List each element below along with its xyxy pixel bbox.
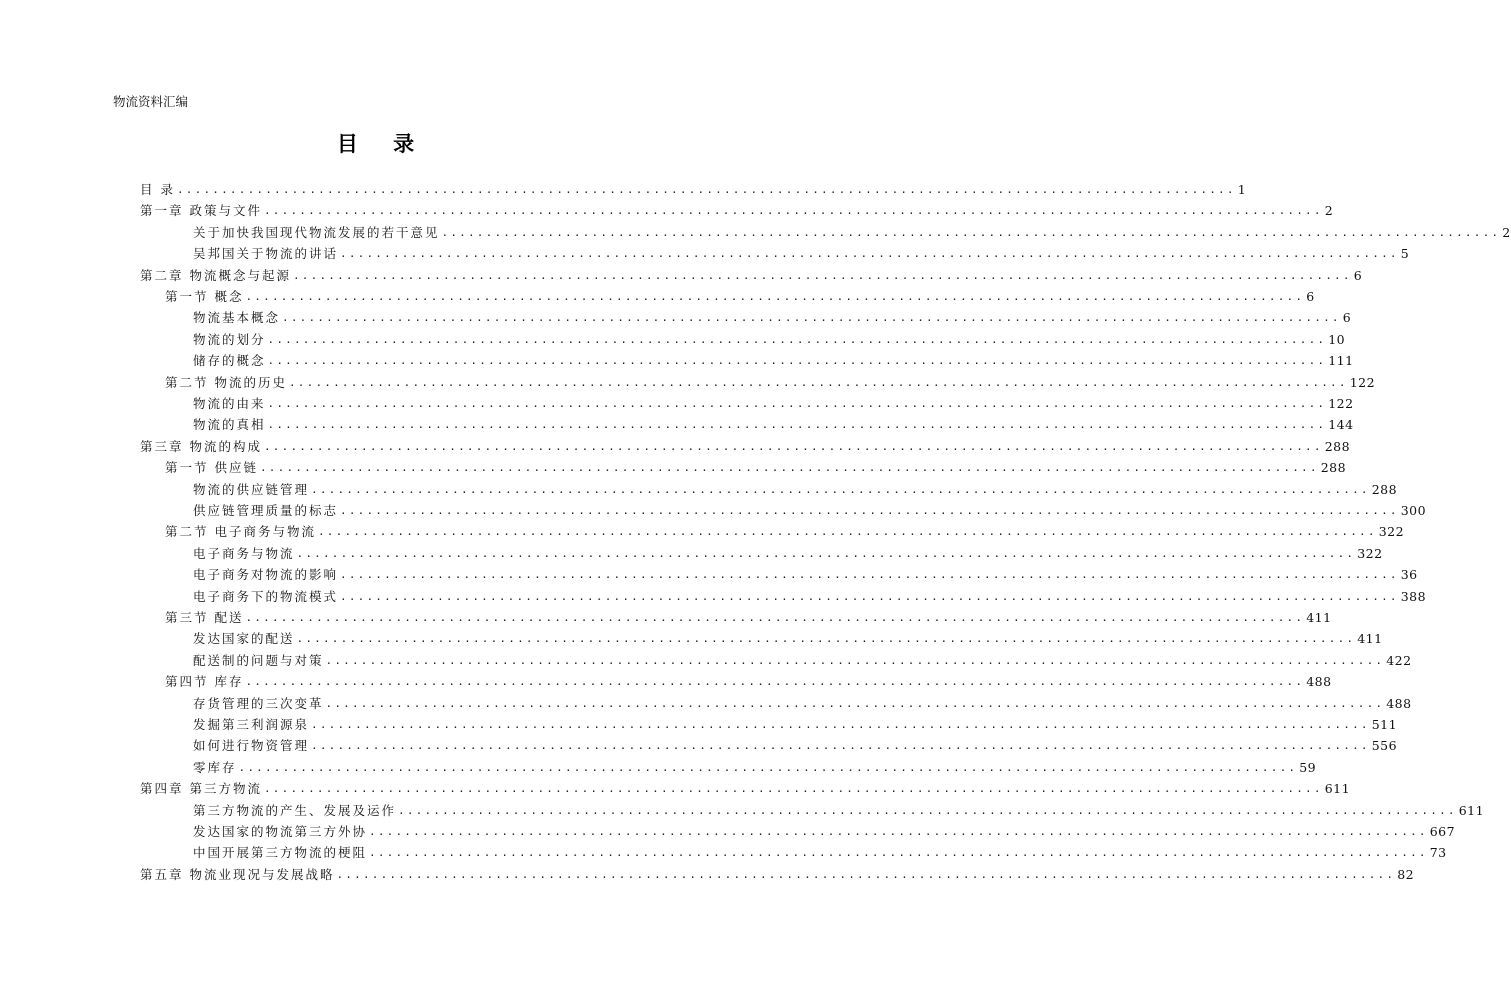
toc-leader-dots: ........................................................................................................................ — [369, 846, 1428, 860]
toc-entry-label: 发达国家的配送 — [193, 631, 295, 647]
toc-entry-page: 511 — [1371, 717, 1398, 732]
toc-entry-label: 第二节 物流的历史 — [165, 374, 287, 390]
toc-entry-label: 关于加快我国现代物流发展的若干意见 — [193, 224, 440, 240]
toc-entry-page: 556 — [1371, 738, 1398, 754]
toc-entry[interactable] — [193, 413, 1354, 433]
toc-entry-page: 667 — [1429, 824, 1456, 839]
toc-leader-dots: ........................................................................................................................ — [296, 632, 1356, 646]
toc-leader-dots: ........................................................................................................................ — [317, 525, 1377, 539]
toc-entry-label: 中国开展第三方物流的梗阻 — [193, 845, 368, 861]
toc-leader-dots: ........................................................................................................................ — [296, 546, 1356, 560]
toc-entry-label: 第三节 配送 — [165, 610, 244, 625]
toc-entry-label: 零库存 — [193, 759, 237, 775]
toc-leader-dots: ........................................................................................................................ — [340, 247, 1399, 261]
toc-leader-dots: ........................................................................................................................ — [292, 268, 1352, 282]
toc-entry[interactable] — [193, 392, 1354, 412]
toc-entry-label: 物流的真相 — [193, 417, 266, 433]
toc-entry-label: 配送制的问题与对策 — [193, 652, 324, 668]
toc-entry-page: 411 — [1306, 610, 1332, 625]
toc-entry-page: 288 — [1320, 460, 1347, 476]
toc-entry[interactable] — [193, 242, 1410, 262]
toc-entry-page: 300 — [1400, 503, 1427, 518]
toc-entry-label: 第四章 第三方物流 — [140, 781, 262, 797]
toc-entry-label: 如何进行物资管理 — [193, 738, 310, 754]
toc-entry-page: 122 — [1349, 374, 1376, 390]
toc-entry-page: 59 — [1299, 759, 1317, 775]
toc-entry-label: 第三方物流的产生、发展及运作 — [193, 802, 397, 818]
toc-entry[interactable] — [165, 285, 1315, 305]
toc-entry-label: 发达国家的物流第三方外协 — [193, 824, 368, 839]
toc-leader-dots: ........................................................................................................................ — [325, 653, 1385, 667]
toc-entry-page: 73 — [1429, 845, 1447, 861]
toc-entry-label: 供应链管理质量的标志 — [193, 503, 339, 518]
toc-entry[interactable] — [193, 328, 1346, 348]
toc-leader-dots: ........................................................................................................................ — [340, 589, 1399, 603]
toc-entry-page: 6 — [1342, 310, 1352, 326]
toc-entry-label: 存货管理的三次变革 — [193, 695, 324, 711]
toc-entry[interactable] — [193, 799, 1485, 819]
toc-entry[interactable] — [165, 606, 1332, 626]
toc-leader-dots: ........................................................................................................................ — [267, 332, 1327, 346]
toc-entry-page: 288 — [1324, 438, 1351, 454]
toc-entry-page: 122 — [1328, 396, 1354, 411]
toc-entry-page: 111 — [1328, 353, 1354, 369]
toc-entry-page: 10 — [1328, 331, 1346, 347]
toc-entry[interactable] — [193, 713, 1398, 733]
toc-leader-dots: ........................................................................................................................ — [311, 739, 1370, 753]
toc-leader-dots: ........................................................................................................................ — [340, 504, 1399, 517]
toc-entry-page: 5 — [1400, 246, 1410, 262]
toc-leader-dots: ........................................................................................................................ — [340, 568, 1399, 582]
toc-entry[interactable] — [193, 756, 1317, 776]
toc-leader-dots: ........................................................................................................................ — [441, 225, 1501, 239]
toc-entry-label: 电子商务与物流 — [193, 545, 295, 561]
toc-leader-dots: ........................................................................................................................ — [369, 825, 1428, 838]
toc-entry[interactable] — [165, 520, 1405, 540]
toc-entry-page: 422 — [1386, 652, 1412, 668]
toc-entry-label: 物流的划分 — [193, 331, 266, 347]
toc-entry[interactable] — [193, 585, 1427, 605]
toc-entry-label: 第三章 物流的构成 — [140, 438, 262, 454]
toc-entry[interactable] — [193, 542, 1383, 562]
toc-entry-page: 6 — [1353, 267, 1363, 283]
toc-entry[interactable] — [193, 499, 1427, 519]
toc-entry[interactable] — [140, 777, 1351, 797]
toc-entry-label: 吴邦国关于物流的讲话 — [193, 246, 339, 262]
toc-leader-dots: ........................................................................................................................ — [176, 183, 1236, 196]
toc-leader-dots: ........................................................................................................................ — [267, 418, 1327, 432]
toc-entry-page: 82 — [1397, 866, 1415, 882]
toc-entry-page: 1 — [1237, 182, 1247, 197]
toc-entry-label: 第二章 物流概念与起源 — [140, 267, 291, 283]
toc-entry[interactable] — [193, 649, 1412, 669]
toc-entry-page: 288 — [1371, 481, 1398, 497]
toc-leader-dots: ........................................................................................................................ — [267, 397, 1327, 410]
toc-entry[interactable] — [140, 178, 1247, 198]
toc-entry-page: 144 — [1328, 417, 1354, 433]
toc-entry-page: 611 — [1324, 781, 1351, 797]
toc-entry[interactable] — [193, 478, 1398, 498]
toc-entry[interactable] — [140, 863, 1415, 883]
toc-leader-dots: ........................................................................................................................ — [263, 782, 1323, 796]
toc-entry-page: 36 — [1400, 567, 1418, 583]
toc-entry-page: 6 — [1306, 289, 1315, 304]
toc-entry[interactable] — [193, 306, 1352, 326]
toc-entry[interactable] — [193, 734, 1398, 754]
toc-entry-label: 第一节 供应链 — [165, 460, 258, 476]
toc-leader-dots: ........................................................................................................................ — [311, 718, 1370, 731]
page-title: 目 录 — [336, 131, 429, 156]
toc-entry[interactable] — [193, 841, 1447, 861]
toc-leader-dots: ........................................................................................................................ — [263, 204, 1323, 218]
toc-leader-dots: ........................................................................................................................ — [398, 803, 1457, 817]
toc-entry-label: 储存的概念 — [193, 353, 266, 369]
toc-entry-page: 322 — [1357, 545, 1383, 561]
toc-entry[interactable] — [165, 371, 1376, 391]
toc-leader-dots: ........................................................................................................................ — [267, 354, 1327, 368]
toc-entry-label: 第二节 电子商务与物流 — [165, 524, 316, 540]
toc-entry-label: 发掘第三利润源泉 — [193, 717, 310, 732]
toc-leader-dots: ........................................................................................................................ — [325, 696, 1385, 710]
toc-entry-page: 411 — [1357, 631, 1383, 647]
toc-entry-label: 目 录 — [140, 182, 175, 197]
toc-leader-dots: ........................................................................................................................ — [311, 482, 1370, 496]
toc-leader-dots: ........................................................................................................................ — [336, 867, 1396, 881]
toc-leader-dots: ........................................................................................................................ — [282, 311, 1341, 325]
toc-entry-label: 物流基本概念 — [193, 310, 281, 326]
toc-entry-label: 第五章 物流业现况与发展战略 — [140, 866, 335, 882]
toc-entry-label: 电子商务下的物流模式 — [193, 588, 339, 604]
toc-entry-page: 322 — [1378, 524, 1405, 540]
toc-entry-label: 第四节 库存 — [165, 674, 244, 690]
toc-entry[interactable] — [193, 563, 1418, 583]
toc-entry-page: 611 — [1458, 802, 1485, 818]
toc-entry-page: 2 — [1502, 224, 1511, 240]
toc-entry[interactable] — [193, 692, 1412, 712]
toc-entry-label: 电子商务对物流的影响 — [193, 567, 339, 583]
toc-leader-dots: ........................................................................................................................ — [263, 439, 1323, 453]
toc-entry[interactable] — [140, 264, 1363, 284]
toc-leader-dots: ........................................................................................................................ — [288, 375, 1348, 389]
toc-entry-label: 第一章 政策与文件 — [140, 203, 262, 219]
toc-entry[interactable] — [193, 627, 1383, 647]
toc-entry-label: 物流的由来 — [193, 396, 266, 411]
toc-entry[interactable] — [165, 670, 1332, 690]
toc-entry[interactable] — [193, 221, 1511, 241]
toc-entry-page: 488 — [1386, 695, 1412, 711]
toc-entry[interactable] — [193, 820, 1456, 840]
toc-entry-label: 物流的供应链管理 — [193, 481, 310, 497]
toc-leader-dots: ........................................................................................................................ — [238, 760, 1298, 774]
toc-entry[interactable] — [140, 199, 1334, 219]
toc-entry[interactable] — [140, 435, 1351, 455]
toc-entry[interactable] — [165, 456, 1347, 476]
toc-leader-dots: ........................................................................................................................ — [245, 675, 1305, 689]
toc-leader-dots: ........................................................................................................................ — [245, 290, 1305, 303]
toc-entry[interactable] — [193, 349, 1354, 369]
running-header: 物流资料汇编 — [113, 94, 189, 109]
toc-leader-dots: ........................................................................................................................ — [245, 611, 1305, 624]
toc-entry-label: 第一节 概念 — [165, 289, 244, 304]
toc-leader-dots: ........................................................................................................................ — [259, 461, 1319, 475]
toc-entry-page: 488 — [1306, 674, 1332, 690]
toc-entry-page: 2 — [1324, 203, 1334, 219]
toc-entry-page: 388 — [1400, 588, 1427, 604]
